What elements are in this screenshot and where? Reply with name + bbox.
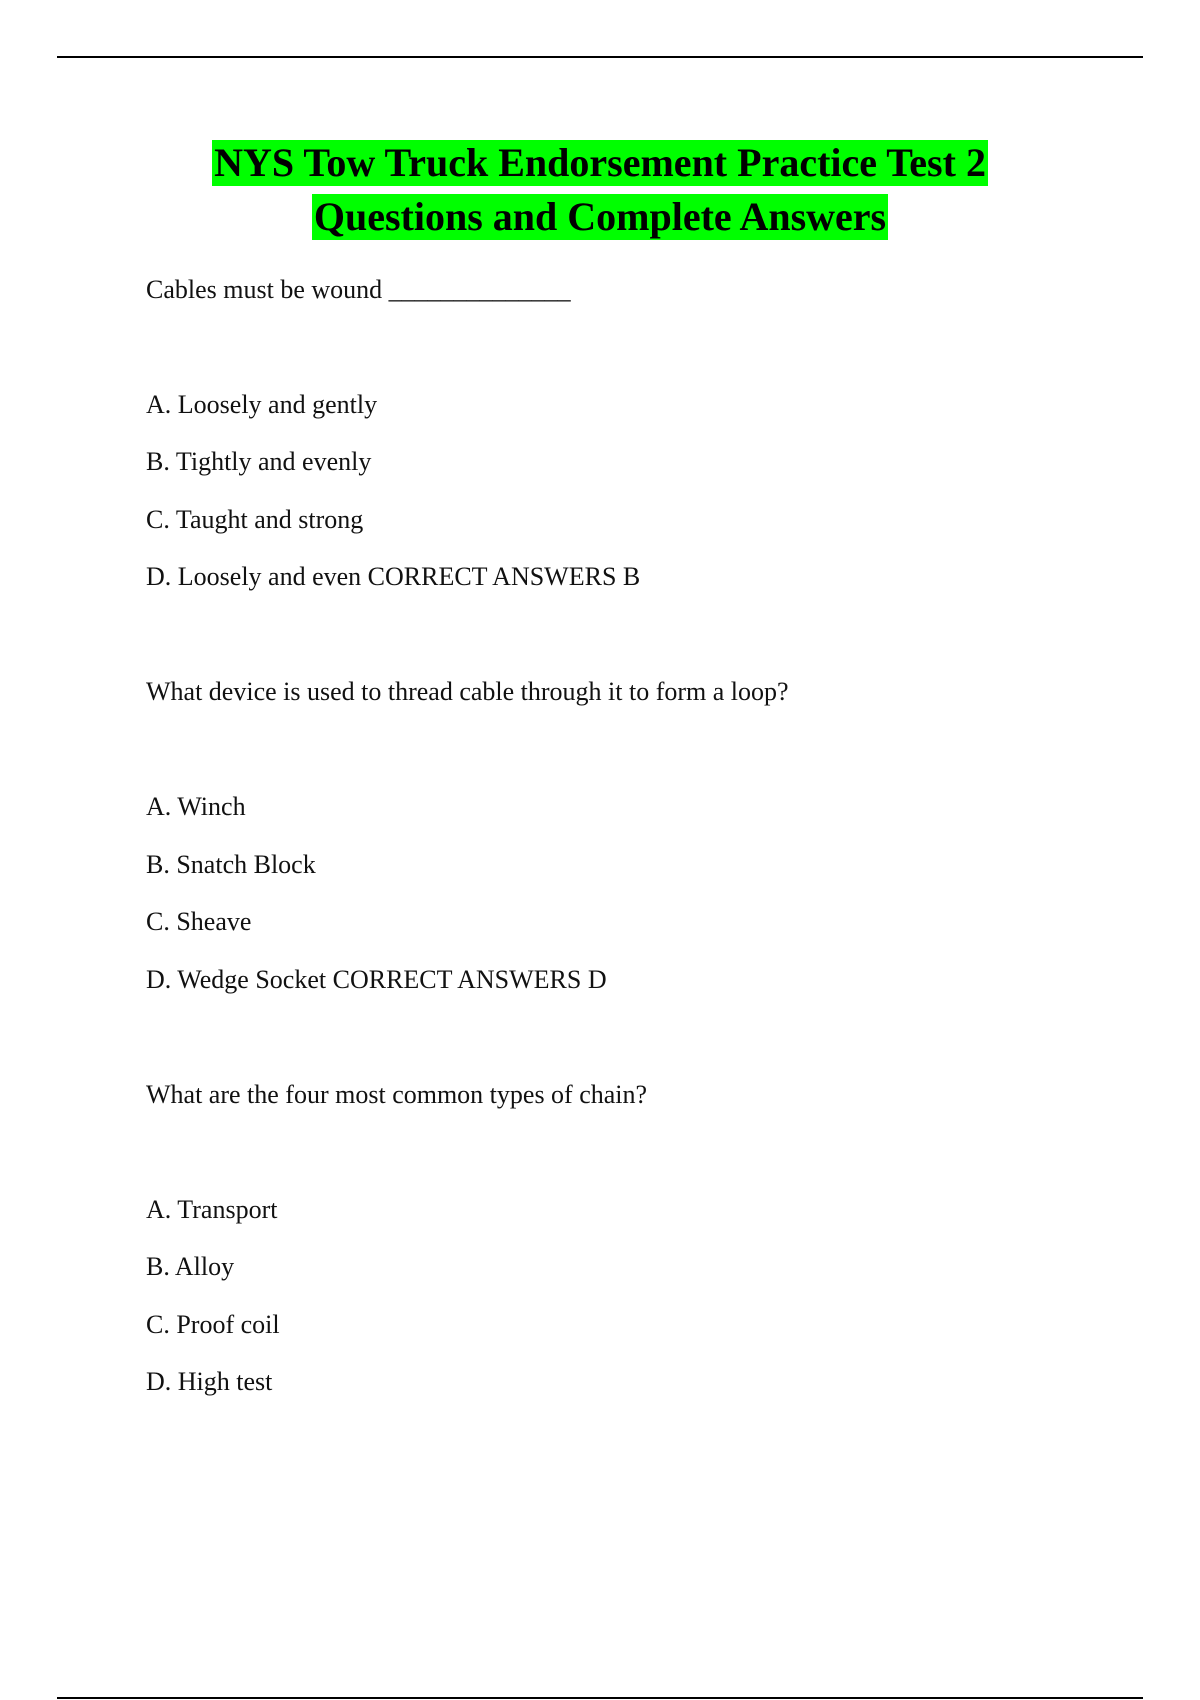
- question-3-option-b: B. Alloy: [146, 1252, 235, 1281]
- question-2-option-a: A. Winch: [146, 792, 246, 821]
- question-3-prompt: What are the four most common types of chain?: [146, 1080, 648, 1109]
- question-2-option-c: C. Sheave: [146, 907, 252, 936]
- question-3-option-d: D. High test: [146, 1367, 273, 1396]
- question-2-option-d: D. Wedge Socket CORRECT ANSWERS D: [146, 965, 607, 994]
- question-2-prompt: What device is used to thread cable through it to form a loop?: [146, 677, 789, 706]
- question-3-option-a: A. Transport: [146, 1195, 278, 1224]
- title-line-1: NYS Tow Truck Endorsement Practice Test 2: [214, 140, 986, 185]
- bottom-divider: [57, 1697, 1143, 1699]
- question-1-option-d: D. Loosely and even CORRECT ANSWERS B: [146, 562, 641, 591]
- question-1-prompt: Cables must be wound ______________: [146, 275, 571, 304]
- question-1-option-b: B. Tightly and evenly: [146, 447, 372, 476]
- question-2-option-b: B. Snatch Block: [146, 850, 316, 879]
- question-1-option-a: A. Loosely and gently: [146, 390, 378, 419]
- top-divider: [57, 56, 1143, 58]
- document-title: [0, 140, 1200, 240]
- question-3-option-c: C. Proof coil: [146, 1310, 280, 1339]
- question-1-option-c: C. Taught and strong: [146, 505, 364, 534]
- title-line-2: Questions and Complete Answers: [313, 194, 887, 239]
